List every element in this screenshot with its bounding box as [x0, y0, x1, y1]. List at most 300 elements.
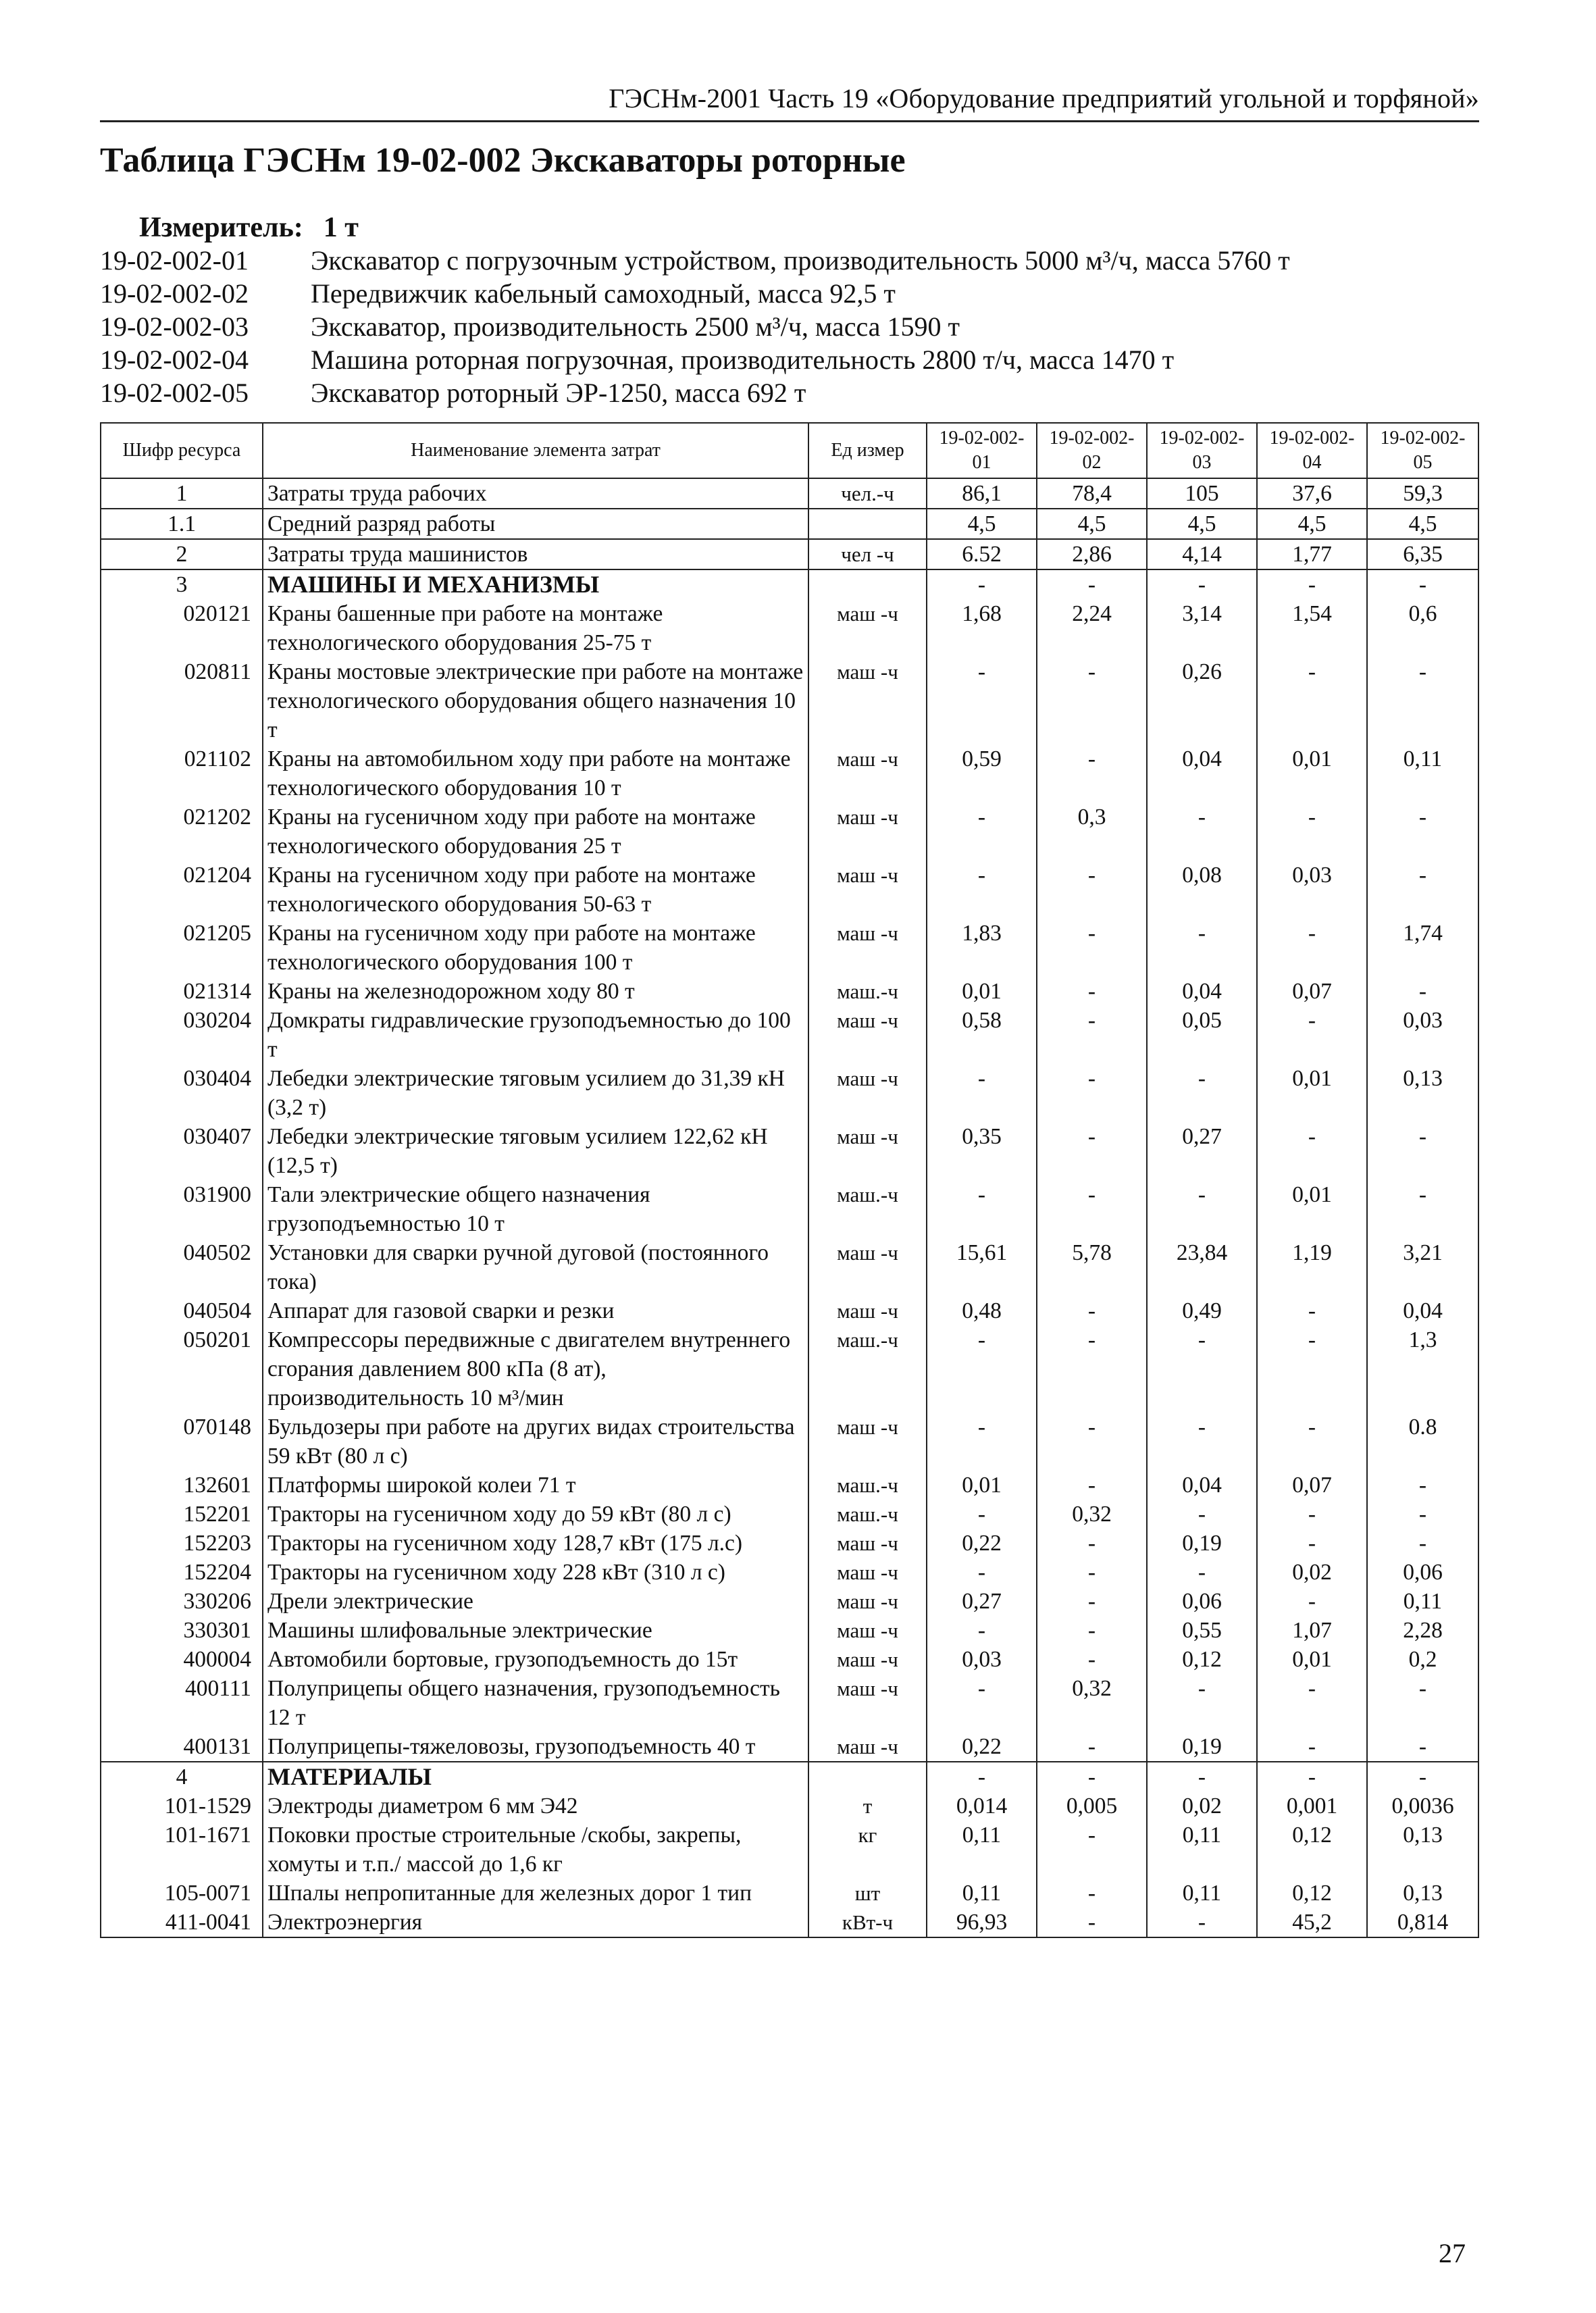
- table-row: [101, 1879, 1478, 1908]
- cell-code: 040502: [101, 1238, 263, 1296]
- cell-v05: -: [1367, 1180, 1478, 1238]
- variant-item: [100, 278, 1290, 311]
- cell-unit: маш.-ч: [808, 977, 927, 1006]
- cell-v01: -: [927, 1064, 1037, 1122]
- cell-v01: 1,83: [927, 919, 1037, 977]
- cell-code: 400004: [101, 1645, 263, 1674]
- cell-v01: -: [927, 1413, 1037, 1471]
- cell-v04: -: [1257, 919, 1367, 977]
- cell-v05: -: [1367, 1762, 1478, 1791]
- cell-v02: -: [1037, 1471, 1147, 1500]
- cell-v03: -: [1147, 1908, 1257, 1937]
- cell-code: 030204: [101, 1006, 263, 1064]
- cell-unit: чел -ч: [808, 539, 927, 569]
- cell-code: 2: [101, 539, 263, 569]
- cell-code: 030404: [101, 1064, 263, 1122]
- cell-unit: маш -ч: [808, 861, 927, 919]
- table-row: [101, 744, 1478, 803]
- cell-v02: -: [1037, 657, 1147, 744]
- cell-v02: -: [1037, 1325, 1147, 1413]
- variant-description: Передвижчик кабельный самоходный, масса 92,5 т: [311, 278, 896, 309]
- cell-v02: 2,86: [1037, 539, 1147, 569]
- table-row: [101, 1296, 1478, 1325]
- cell-v04: 0,001: [1257, 1791, 1367, 1821]
- cell-v01: 0,58: [927, 1006, 1037, 1064]
- cell-unit: маш.-ч: [808, 1500, 927, 1529]
- cell-v05: 2,28: [1367, 1616, 1478, 1645]
- cell-v05: -: [1367, 977, 1478, 1006]
- cell-code: 400131: [101, 1732, 263, 1762]
- table-row: [101, 861, 1478, 919]
- cell-v04: 0,12: [1257, 1879, 1367, 1908]
- variant-code: 19-02-002-04: [100, 345, 249, 375]
- col-header-v03: 19-02-002-03: [1147, 423, 1257, 478]
- variant-description: Машина роторная погрузочная, производительность 2800 т/ч, масса 1470 т: [311, 345, 1175, 375]
- cell-v01: 1,68: [927, 599, 1037, 657]
- cell-v03: 4,5: [1147, 509, 1257, 539]
- cell-v04: 1,54: [1257, 599, 1367, 657]
- cell-v01: 6.52: [927, 539, 1037, 569]
- cell-v02: -: [1037, 1587, 1147, 1616]
- cell-v03: -: [1147, 1674, 1257, 1732]
- table-row: [101, 599, 1478, 657]
- cell-v02: -: [1037, 977, 1147, 1006]
- cell-unit: маш -ч: [808, 1616, 927, 1645]
- cell-code: 021314: [101, 977, 263, 1006]
- table-row: [101, 1471, 1478, 1500]
- cell-v05: 0,04: [1367, 1296, 1478, 1325]
- col-header-code: Шифр ресурса: [101, 423, 263, 478]
- cell-v03: 0,49: [1147, 1296, 1257, 1325]
- cell-v05: 6,35: [1367, 539, 1478, 569]
- cell-v03: 0,11: [1147, 1821, 1257, 1879]
- cell-code: 152203: [101, 1529, 263, 1558]
- cell-v05: 1,74: [1367, 919, 1478, 977]
- table-row: [101, 1674, 1478, 1732]
- table-row: [101, 1064, 1478, 1122]
- cell-v01: -: [927, 1558, 1037, 1587]
- cell-v04: -: [1257, 1529, 1367, 1558]
- table-row: [101, 1616, 1478, 1645]
- cell-code: 330301: [101, 1616, 263, 1645]
- cell-v02: -: [1037, 1180, 1147, 1238]
- cell-v04: 4,5: [1257, 509, 1367, 539]
- cell-v05: -: [1367, 569, 1478, 599]
- cell-name: МАШИНЫ И МЕХАНИЗМЫ: [263, 569, 808, 599]
- cell-v05: 0.8: [1367, 1413, 1478, 1471]
- cell-code: 021202: [101, 803, 263, 861]
- cell-code: 101-1529: [101, 1791, 263, 1821]
- cell-v04: -: [1257, 1122, 1367, 1180]
- cell-v03: 105: [1147, 478, 1257, 509]
- cell-unit: маш -ч: [808, 919, 927, 977]
- cell-unit: маш -ч: [808, 1645, 927, 1674]
- table-body: [101, 478, 1478, 1937]
- cell-name: Затраты труда рабочих: [263, 478, 808, 509]
- cell-name: Автомобили бортовые, грузоподъемность до 15т: [263, 1645, 808, 1674]
- cell-v01: 0,03: [927, 1645, 1037, 1674]
- cell-v05: 0,11: [1367, 744, 1478, 803]
- cell-code: 040504: [101, 1296, 263, 1325]
- cell-v02: -: [1037, 1558, 1147, 1587]
- cell-v01: 15,61: [927, 1238, 1037, 1296]
- cell-v04: 1,19: [1257, 1238, 1367, 1296]
- table-row: [101, 1325, 1478, 1413]
- cell-unit: [808, 1762, 927, 1791]
- cell-v02: -: [1037, 1908, 1147, 1937]
- cell-v04: 0,01: [1257, 1064, 1367, 1122]
- table-row: [101, 803, 1478, 861]
- cell-v02: -: [1037, 1122, 1147, 1180]
- norms-table: [100, 422, 1479, 1938]
- cell-v03: 0,02: [1147, 1791, 1257, 1821]
- cell-v01: 0,22: [927, 1529, 1037, 1558]
- cell-name: Компрессоры передвижные с двигателем внутреннего сгорания давлением 800 кПа (8 ат), производительность 10 м³/мин: [263, 1325, 808, 1413]
- cell-v05: -: [1367, 657, 1478, 744]
- cell-name: Затраты труда машинистов: [263, 539, 808, 569]
- cell-code: 152204: [101, 1558, 263, 1587]
- cell-v03: -: [1147, 1180, 1257, 1238]
- cell-v05: -: [1367, 1122, 1478, 1180]
- cell-v02: -: [1037, 1529, 1147, 1558]
- col-header-v04: 19-02-002-04: [1257, 423, 1367, 478]
- table-row: [101, 1413, 1478, 1471]
- cell-v02: 0,005: [1037, 1791, 1147, 1821]
- cell-v01: 0,11: [927, 1879, 1037, 1908]
- cell-v03: 3,14: [1147, 599, 1257, 657]
- cell-code: 1.1: [101, 509, 263, 539]
- table-row: [101, 1791, 1478, 1821]
- cell-v05: -: [1367, 803, 1478, 861]
- cell-v01: -: [927, 1180, 1037, 1238]
- cell-v03: -: [1147, 1413, 1257, 1471]
- col-header-unit: Ед измер: [808, 423, 927, 478]
- cell-v05: 0,03: [1367, 1006, 1478, 1064]
- cell-v02: -: [1037, 1296, 1147, 1325]
- cell-v05: 0,13: [1367, 1879, 1478, 1908]
- cell-name: Краны на гусеничном ходу при работе на монтаже технологического оборудования 50-63 т: [263, 861, 808, 919]
- cell-name: Тракторы на гусеничном ходу до 59 кВт (80 л с): [263, 1500, 808, 1529]
- cell-v01: -: [927, 1325, 1037, 1413]
- cell-name: Лебедки электрические тяговым усилием 122,62 кН (12,5 т): [263, 1122, 808, 1180]
- cell-v01: 86,1: [927, 478, 1037, 509]
- cell-v01: -: [927, 1762, 1037, 1791]
- cell-v03: 0,04: [1147, 744, 1257, 803]
- cell-unit: маш -ч: [808, 1122, 927, 1180]
- cell-v02: 0,32: [1037, 1500, 1147, 1529]
- cell-v04: 0,12: [1257, 1821, 1367, 1879]
- cell-unit: маш -ч: [808, 803, 927, 861]
- cell-name: Тали электрические общего назначения грузоподъемностью 10 т: [263, 1180, 808, 1238]
- cell-unit: т: [808, 1791, 927, 1821]
- cell-name: Аппарат для газовой сварки и резки: [263, 1296, 808, 1325]
- cell-v03: 0,12: [1147, 1645, 1257, 1674]
- cell-v05: 0,814: [1367, 1908, 1478, 1937]
- cell-unit: маш -ч: [808, 1238, 927, 1296]
- cell-unit: маш -ч: [808, 1732, 927, 1762]
- cell-v01: 0,01: [927, 977, 1037, 1006]
- cell-v04: -: [1257, 1296, 1367, 1325]
- cell-name: Поковки простые строительные /скобы, закрепы, хомуты и т.п./ массой до 1,6 кг: [263, 1821, 808, 1879]
- table-row: [101, 1762, 1478, 1791]
- cell-name: МАТЕРИАЛЫ: [263, 1762, 808, 1791]
- cell-v03: 0,55: [1147, 1616, 1257, 1645]
- cell-v03: 4,14: [1147, 539, 1257, 569]
- cell-v03: -: [1147, 1558, 1257, 1587]
- cell-v03: 0,11: [1147, 1879, 1257, 1908]
- table-row: [101, 1821, 1478, 1879]
- cell-code: 400111: [101, 1674, 263, 1732]
- cell-v05: 59,3: [1367, 478, 1478, 509]
- cell-v04: 0,01: [1257, 1180, 1367, 1238]
- cell-name: Бульдозеры при работе на других видах строительства 59 кВт (80 л с): [263, 1413, 808, 1471]
- cell-name: Электроды диаметром 6 мм Э42: [263, 1791, 808, 1821]
- cell-v02: -: [1037, 744, 1147, 803]
- cell-code: 031900: [101, 1180, 263, 1238]
- table-row: [101, 1500, 1478, 1529]
- cell-v03: 0,06: [1147, 1587, 1257, 1616]
- cell-unit: кВт-ч: [808, 1908, 927, 1937]
- cell-v05: -: [1367, 1471, 1478, 1500]
- cell-unit: маш -ч: [808, 1674, 927, 1732]
- cell-v03: 0,04: [1147, 977, 1257, 1006]
- cell-unit: чел.-ч: [808, 478, 927, 509]
- cell-name: Тракторы на гусеничном ходу 228 кВт (310 л с): [263, 1558, 808, 1587]
- table-title: Таблица ГЭСНм 19-02-002 Экскаваторы роторные: [100, 141, 906, 180]
- cell-unit: маш -ч: [808, 1006, 927, 1064]
- cell-name: Краны на железнодорожном ходу 80 т: [263, 977, 808, 1006]
- cell-v01: 0,01: [927, 1471, 1037, 1500]
- variants-list: [100, 245, 1290, 410]
- cell-unit: маш -ч: [808, 1413, 927, 1471]
- page-number: 27: [1439, 2238, 1466, 2268]
- cell-v03: 0,19: [1147, 1732, 1257, 1762]
- cell-v05: 1,3: [1367, 1325, 1478, 1413]
- cell-unit: маш -ч: [808, 1558, 927, 1587]
- cell-name: Лебедки электрические тяговым усилием до 31,39 кН (3,2 т): [263, 1064, 808, 1122]
- table-row: [101, 1238, 1478, 1296]
- cell-unit: маш -ч: [808, 1296, 927, 1325]
- header-rule: [100, 120, 1479, 122]
- cell-v03: 23,84: [1147, 1238, 1257, 1296]
- variant-item: [100, 377, 1290, 410]
- cell-v02: -: [1037, 1645, 1147, 1674]
- variant-item: [100, 245, 1290, 278]
- cell-v04: -: [1257, 1500, 1367, 1529]
- variant-code: 19-02-002-03: [100, 311, 249, 342]
- cell-v01: 0,11: [927, 1821, 1037, 1879]
- variant-code: 19-02-002-05: [100, 378, 249, 408]
- variant-description: Экскаватор роторный ЭР-1250, масса 692 т: [311, 378, 806, 408]
- cell-name: Домкраты гидравлические грузоподъемностью до 100 т: [263, 1006, 808, 1064]
- table-header-row: [101, 423, 1478, 478]
- table-row: [101, 1529, 1478, 1558]
- cell-unit: кг: [808, 1821, 927, 1879]
- cell-v01: 0,27: [927, 1587, 1037, 1616]
- cell-v04: 0,07: [1257, 1471, 1367, 1500]
- cell-v01: 96,93: [927, 1908, 1037, 1937]
- col-header-name: Наименование элемента затрат: [263, 423, 808, 478]
- cell-name: Полуприцепы общего назначения, грузоподъемность 12 т: [263, 1674, 808, 1732]
- cell-v05: 0,13: [1367, 1821, 1478, 1879]
- cell-v03: 0,04: [1147, 1471, 1257, 1500]
- cell-v03: 0,27: [1147, 1122, 1257, 1180]
- cell-unit: маш -ч: [808, 1529, 927, 1558]
- cell-v04: 0,02: [1257, 1558, 1367, 1587]
- cell-v03: 0,05: [1147, 1006, 1257, 1064]
- cell-v04: -: [1257, 1413, 1367, 1471]
- cell-unit: маш -ч: [808, 1587, 927, 1616]
- col-header-v02: 19-02-002-02: [1037, 423, 1147, 478]
- table-row: [101, 478, 1478, 509]
- cell-name: Платформы широкой колеи 71 т: [263, 1471, 808, 1500]
- cell-v03: -: [1147, 1064, 1257, 1122]
- cell-name: Средний разряд работы: [263, 509, 808, 539]
- cell-name: Установки для сварки ручной дуговой (постоянного тока): [263, 1238, 808, 1296]
- cell-v04: 1,07: [1257, 1616, 1367, 1645]
- variant-description: Экскаватор, производительность 2500 м³/ч, масса 1590 т: [311, 311, 960, 342]
- cell-v04: 0,01: [1257, 744, 1367, 803]
- cell-v04: -: [1257, 1325, 1367, 1413]
- cell-v03: -: [1147, 1762, 1257, 1791]
- table-row: [101, 1587, 1478, 1616]
- cell-v05: -: [1367, 861, 1478, 919]
- cell-v01: -: [927, 1674, 1037, 1732]
- cell-v05: 0,6: [1367, 599, 1478, 657]
- cell-v01: 0,48: [927, 1296, 1037, 1325]
- variant-code: 19-02-002-01: [100, 245, 249, 276]
- table-row: [101, 1558, 1478, 1587]
- cell-name: Шпалы непропитанные для железных дорог 1 тип: [263, 1879, 808, 1908]
- cell-v05: 4,5: [1367, 509, 1478, 539]
- cell-v02: -: [1037, 1821, 1147, 1879]
- table-row: [101, 1908, 1478, 1937]
- table-row: [101, 569, 1478, 599]
- cell-v03: 0,08: [1147, 861, 1257, 919]
- running-header: ГЭСНм-2001 Часть 19 «Оборудование предприятий угольной и торфяной»: [609, 83, 1479, 113]
- cell-code: 101-1671: [101, 1821, 263, 1879]
- cell-v03: -: [1147, 569, 1257, 599]
- cell-unit: [808, 509, 927, 539]
- cell-unit: [808, 569, 927, 599]
- cell-v04: 45,2: [1257, 1908, 1367, 1937]
- cell-v02: -: [1037, 1064, 1147, 1122]
- table-row: [101, 509, 1478, 539]
- table-row: [101, 977, 1478, 1006]
- cell-v03: -: [1147, 1325, 1257, 1413]
- cell-v01: 0,014: [927, 1791, 1037, 1821]
- cell-name: Краны на гусеничном ходу при работе на монтаже технологического оборудования 25 т: [263, 803, 808, 861]
- cell-code: 050201: [101, 1325, 263, 1413]
- cell-v01: 0,35: [927, 1122, 1037, 1180]
- cell-code: 3: [101, 569, 263, 599]
- cell-unit: маш -ч: [808, 1064, 927, 1122]
- cell-v04: 0,03: [1257, 861, 1367, 919]
- table-row: [101, 1732, 1478, 1762]
- cell-v04: 1,77: [1257, 539, 1367, 569]
- cell-v02: 5,78: [1037, 1238, 1147, 1296]
- cell-code: 030407: [101, 1122, 263, 1180]
- cell-v04: -: [1257, 1587, 1367, 1616]
- cell-v02: -: [1037, 919, 1147, 977]
- cell-v01: -: [927, 657, 1037, 744]
- cell-code: 021102: [101, 744, 263, 803]
- cell-v04: -: [1257, 1006, 1367, 1064]
- cell-v01: -: [927, 1616, 1037, 1645]
- cell-v05: 0,06: [1367, 1558, 1478, 1587]
- cell-v02: 2,24: [1037, 599, 1147, 657]
- cell-unit: маш.-ч: [808, 1471, 927, 1500]
- cell-code: 021204: [101, 861, 263, 919]
- cell-v04: -: [1257, 1732, 1367, 1762]
- cell-v02: -: [1037, 861, 1147, 919]
- cell-v04: -: [1257, 803, 1367, 861]
- table-row: [101, 1122, 1478, 1180]
- cell-v02: 0,32: [1037, 1674, 1147, 1732]
- meter-line: [139, 211, 359, 244]
- cell-v02: -: [1037, 1616, 1147, 1645]
- cell-v02: -: [1037, 1413, 1147, 1471]
- table-row: [101, 919, 1478, 977]
- cell-v04: -: [1257, 657, 1367, 744]
- cell-v02: -: [1037, 1732, 1147, 1762]
- cell-v01: -: [927, 803, 1037, 861]
- meter-label: Измеритель:: [139, 212, 303, 243]
- cell-v04: 0,07: [1257, 977, 1367, 1006]
- cell-v01: -: [927, 1500, 1037, 1529]
- cell-v02: -: [1037, 569, 1147, 599]
- cell-name: Краны мостовые электрические при работе на монтаже технологического оборудования общего назначения 10 т: [263, 657, 808, 744]
- cell-name: Тракторы на гусеничном ходу 128,7 кВт (175 л.с): [263, 1529, 808, 1558]
- cell-v03: 0,19: [1147, 1529, 1257, 1558]
- cell-v02: -: [1037, 1006, 1147, 1064]
- cell-code: 132601: [101, 1471, 263, 1500]
- cell-code: 020811: [101, 657, 263, 744]
- cell-name: Машины шлифовальные электрические: [263, 1616, 808, 1645]
- cell-v01: 0,22: [927, 1732, 1037, 1762]
- cell-v05: 0,2: [1367, 1645, 1478, 1674]
- cell-v01: 4,5: [927, 509, 1037, 539]
- table-row: [101, 657, 1478, 744]
- cell-v02: -: [1037, 1762, 1147, 1791]
- cell-name: Краны башенные при работе на монтаже технологического оборудования 25-75 т: [263, 599, 808, 657]
- table-row: [101, 1180, 1478, 1238]
- table-row: [101, 539, 1478, 569]
- cell-code: 4: [101, 1762, 263, 1791]
- cell-v04: -: [1257, 1674, 1367, 1732]
- cell-v03: -: [1147, 919, 1257, 977]
- cell-unit: маш -ч: [808, 599, 927, 657]
- col-header-v05: 19-02-002-05: [1367, 423, 1478, 478]
- cell-code: 330206: [101, 1587, 263, 1616]
- cell-name: Краны на автомобильном ходу при работе на монтаже технологического оборудования 10 т: [263, 744, 808, 803]
- cell-v02: 78,4: [1037, 478, 1147, 509]
- cell-v03: -: [1147, 803, 1257, 861]
- cell-v01: 0,59: [927, 744, 1037, 803]
- variant-item: [100, 311, 1290, 344]
- cell-v03: -: [1147, 1500, 1257, 1529]
- cell-v05: 0,0036: [1367, 1791, 1478, 1821]
- cell-v01: -: [927, 861, 1037, 919]
- cell-v02: 4,5: [1037, 509, 1147, 539]
- cell-v05: -: [1367, 1529, 1478, 1558]
- cell-v04: -: [1257, 1762, 1367, 1791]
- variant-item: [100, 344, 1290, 377]
- cell-code: 1: [101, 478, 263, 509]
- cell-name: Полуприцепы-тяжеловозы, грузоподъемность 40 т: [263, 1732, 808, 1762]
- cell-name: Краны на гусеничном ходу при работе на монтаже технологического оборудования 100 т: [263, 919, 808, 977]
- cell-unit: маш.-ч: [808, 1325, 927, 1413]
